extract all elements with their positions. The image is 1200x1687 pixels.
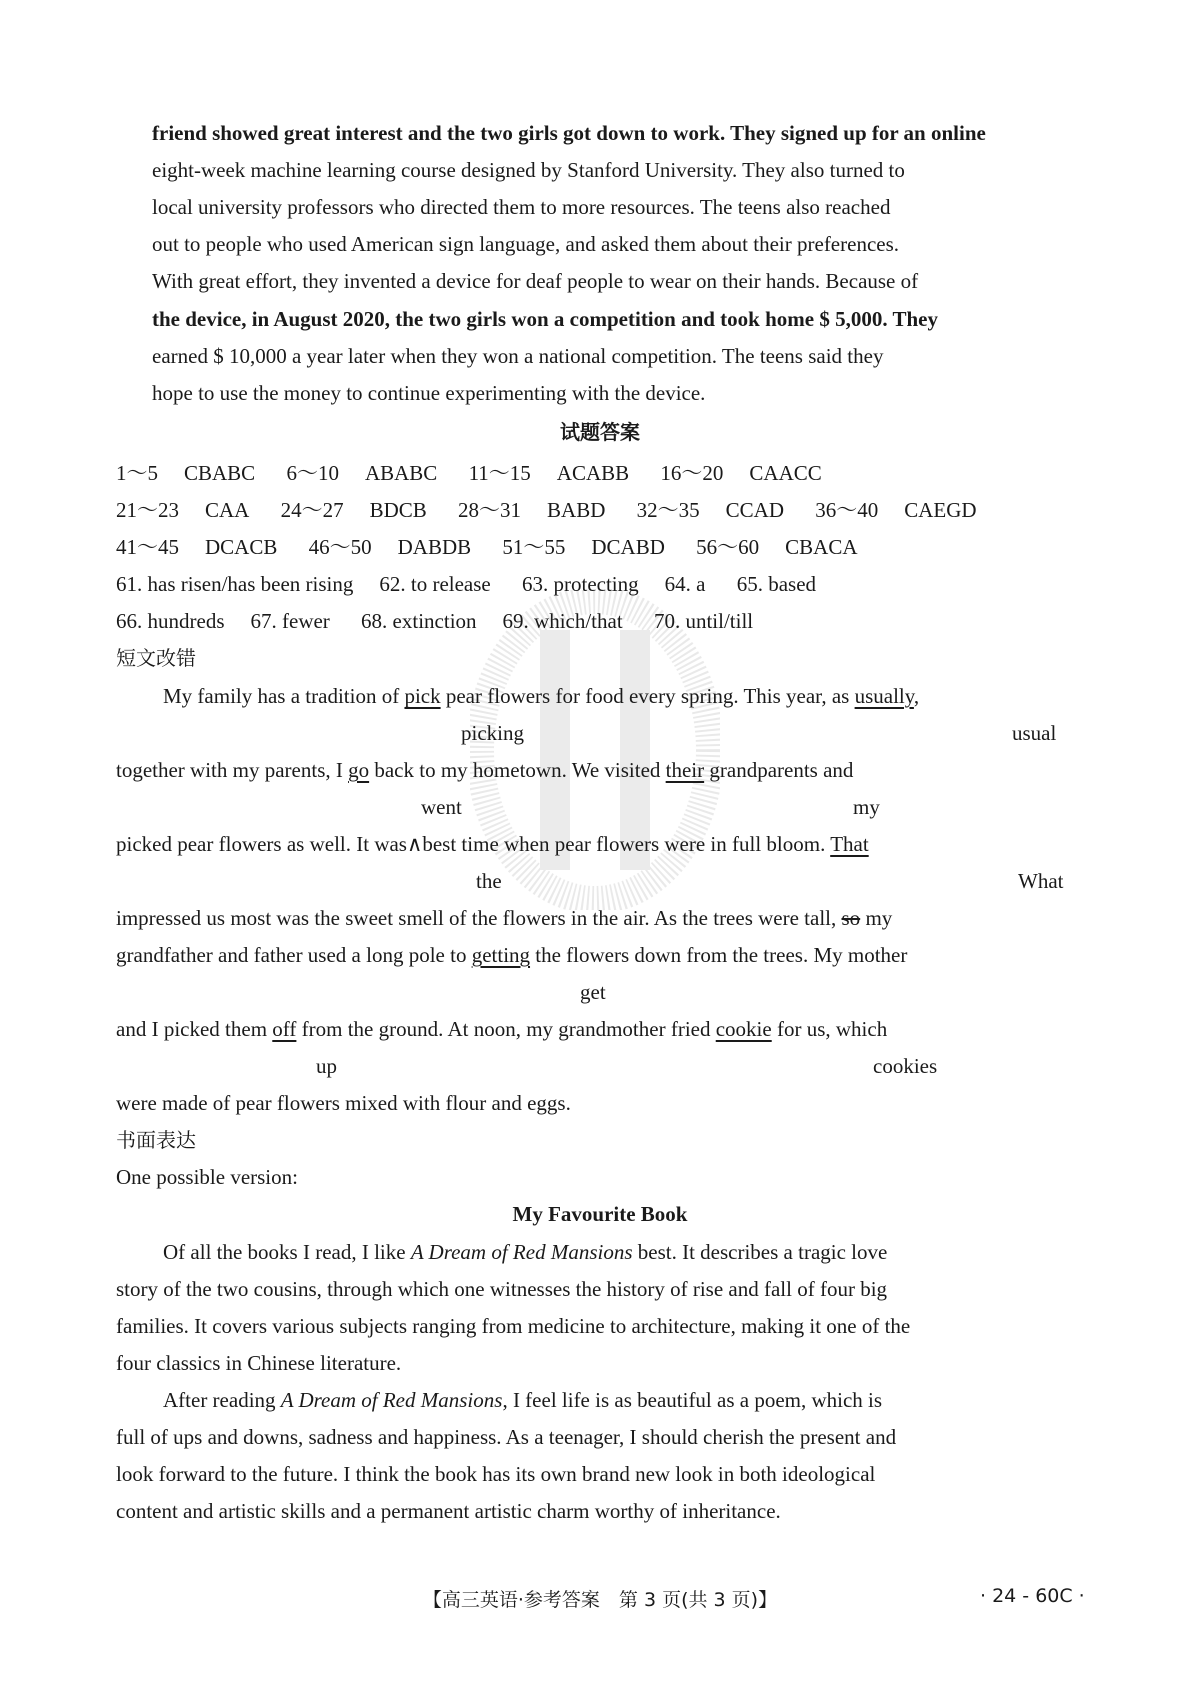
essay-p2-line-3: look forward to the future. I think the book has its own brand new look in both ideological bbox=[116, 1462, 876, 1486]
essay-p2-line-1: After reading A Dream of Red Mansions, I feel life is as beautiful as a poem, which is bbox=[163, 1388, 883, 1412]
answers-row-2: 21～23 CAA 24～27 BDCB 28～31 BABD 32～35 CCAD 36～40 CAEGD bbox=[116, 498, 977, 522]
passage-line-8: hope to use the money to continue experimenting with the device. bbox=[152, 381, 706, 405]
fill-answers-row-1: 61. has risen/has been rising 62. to release 63. protecting 64. a 65. based bbox=[116, 572, 817, 596]
essay-p1-line-2: story of the two cousins, through which one witnesses the history of rise and fall of four big bbox=[116, 1277, 888, 1301]
fill-answers-row-2: 66. hundreds 67. fewer 68. extinction 69. which/that 70. until/till bbox=[116, 609, 754, 633]
correction-fix-up: up bbox=[316, 1054, 337, 1078]
correction-fix-the: the bbox=[476, 869, 502, 893]
passage-line-4: out to people who used American sign language, and asked them about their preferences. bbox=[152, 232, 900, 256]
passage-line-1: friend showed great interest and the two girls got down to work. They signed up for an online bbox=[152, 121, 986, 145]
answers-row-1: 1～5 CBABC 6～10 ABABC 11～15 ACABB 16～20 CAACC bbox=[116, 461, 822, 485]
passage-line-3: local university professors who directed them to more resources. The teens also reached bbox=[152, 195, 891, 219]
passage-line-5: With great effort, they invented a device for deaf people to wear on their hands. Because of bbox=[152, 269, 919, 293]
watermark-logo-icon bbox=[470, 590, 720, 910]
passage-line-2: eight-week machine learning course designed by Stanford University. They also turned to bbox=[152, 158, 905, 182]
correction-fix-went: went bbox=[421, 795, 462, 819]
answers-row-3: 41～45 DCACB 46～50 DABDB 51～55 DCABD 56～60 CBACA bbox=[116, 535, 858, 559]
passage-line-6: the device, in August 2020, the two girls won a competition and took home $ 5,000. They bbox=[152, 307, 938, 331]
essay-p1-line-1: Of all the books I read, I like A Dream of Red Mansions best. It describes a tragic love bbox=[163, 1240, 888, 1264]
writing-title: 书面表达 bbox=[116, 1128, 196, 1152]
correction-title: 短文改错 bbox=[116, 646, 196, 670]
essay-title: My Favourite Book bbox=[512, 1202, 688, 1226]
correction-fix-picking: picking bbox=[461, 721, 524, 745]
answers-title: 试题答案 bbox=[560, 420, 640, 444]
correction-line-2: together with my parents, I go back to my hometown. We visited their grandparents and bbox=[116, 758, 854, 782]
essay-p1-line-3: families. It covers various subjects ranging from medicine to architecture, making it one of the bbox=[116, 1314, 911, 1338]
correction-fix-get: get bbox=[580, 980, 606, 1004]
correction-line-5: grandfather and father used a long pole to getting the flowers down from the trees. My mother bbox=[116, 943, 908, 967]
writing-intro: One possible version: bbox=[116, 1165, 298, 1189]
correction-fix-my: my bbox=[853, 795, 880, 819]
correction-line-1: My family has a tradition of pick pear flowers for food every spring. This year, as usually, bbox=[163, 684, 920, 708]
correction-line-6: and I picked them off from the ground. At noon, my grandmother fried cookie for us, which bbox=[116, 1017, 888, 1041]
footer-page-info: 【高三英语·参考答案 第 3 页(共 3 页)】 bbox=[422, 1589, 778, 1611]
footer-code: · 24 - 60C · bbox=[980, 1585, 1085, 1607]
essay-p1-line-4: four classics in Chinese literature. bbox=[116, 1351, 402, 1375]
correction-line-4: impressed us most was the sweet smell of the flowers in the air. As the trees were tall, so my bbox=[116, 906, 893, 930]
deleted-word: so bbox=[841, 906, 861, 930]
correction-fix-usual: usual bbox=[1012, 721, 1057, 745]
essay-p2-line-4: content and artistic skills and a permanent artistic charm worthy of inheritance. bbox=[116, 1499, 781, 1523]
correction-line-3: picked pear flowers as well. It was∧best time when pear flowers were in full bloom. That bbox=[116, 832, 869, 856]
passage-line-7: earned $ 10,000 a year later when they won a national competition. The teens said they bbox=[152, 344, 884, 368]
correction-fix-what: What bbox=[1018, 869, 1064, 893]
correction-fix-cookies: cookies bbox=[873, 1054, 938, 1078]
essay-p2-line-2: full of ups and downs, sadness and happiness. As a teenager, I should cherish the present and bbox=[116, 1425, 897, 1449]
insert-caret: ∧ bbox=[406, 832, 423, 856]
correction-line-7: were made of pear flowers mixed with flour and eggs. bbox=[116, 1091, 571, 1115]
